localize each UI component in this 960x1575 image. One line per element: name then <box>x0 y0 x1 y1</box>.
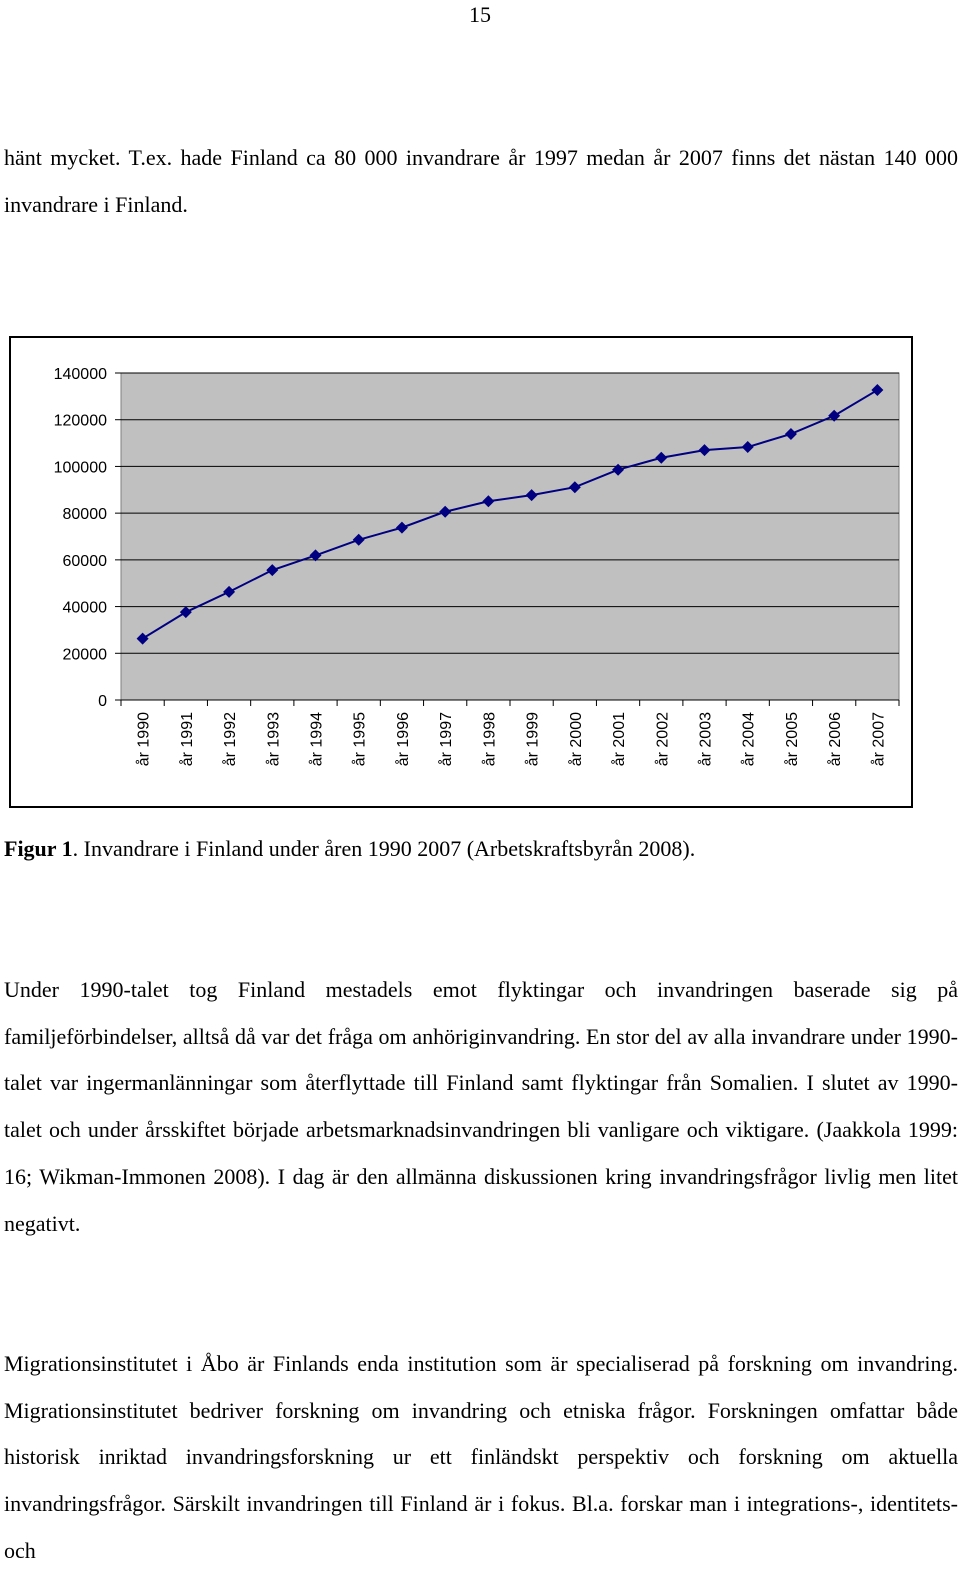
x-tick-label: år 1999 <box>524 712 542 767</box>
immigrants-line-chart <box>9 336 913 808</box>
y-tick-label: 140000 <box>53 366 107 383</box>
x-tick-label: år 2003 <box>697 712 715 767</box>
x-tick-label: år 1993 <box>265 712 283 767</box>
y-tick-label: 40000 <box>62 599 107 617</box>
x-tick-label: år 1990 <box>135 712 153 767</box>
page-number: 15 <box>469 2 491 27</box>
x-tick-label: år 2002 <box>654 712 672 767</box>
x-tick-label: år 1995 <box>351 712 369 767</box>
y-tick-label: 100000 <box>53 459 107 477</box>
x-tick-label: år 1992 <box>222 712 240 767</box>
x-tick-label: år 1996 <box>394 712 412 767</box>
x-tick-label: år 1991 <box>178 712 196 767</box>
x-tick-label: år 2005 <box>783 712 801 767</box>
x-tick-label: år 2000 <box>567 712 585 767</box>
x-tick-label: år 2006 <box>827 712 845 767</box>
figure-caption <box>4 834 695 864</box>
y-tick-label: 20000 <box>62 646 107 664</box>
body-paragraph-1: Under 1990-talet tog Finland mestadels emot flyktingar och invandringen baserade sig på familjeförbindelser, alltså då var det fråga om anhöriginvandring. En stor del av alla invandrare under 1990-talet var ingermanlänningar som återflyttade till Finland samt flyktingar från Somalien. I slutet av 1990-talet och under årsskiftet började arbetsmarknadsinvandringen bli vanligare och viktigare. (Jaakkola 1999: 16; Wikman-Immonen 2008). I dag är den allmänna diskussionen kring invandringsfrågor livlig men litet negativt. <box>4 977 958 1236</box>
y-tick-label: 80000 <box>62 506 107 524</box>
x-tick-label: år 2004 <box>740 712 758 767</box>
y-tick-label: 60000 <box>62 552 107 570</box>
y-tick-label: 0 <box>98 693 107 710</box>
y-tick-label: 120000 <box>53 412 107 430</box>
figure-caption-text: . Invandrare i Finland under åren 1990 2007 (Arbetskraftsbyrån 2008). <box>72 836 696 861</box>
x-tick-label: år 1998 <box>481 712 499 767</box>
figure-label: Figur 1 <box>4 836 73 861</box>
body-paragraph-2: Migrationsinstitutet i Åbo är Finlands enda institution som är specialiserad på forskning om invandring. Migrationsinstitutet bedriver forskning om invandring och etniska frågor. Forskningen omfattar både historisk inriktad invandringsforskning ur ett finländskt perspektiv och forskning om aktuella invandringsfrågor. Särskilt invandringen till Finland är i fokus. Bl.a. forskar man i integrations-, identitets- och <box>4 1351 958 1563</box>
x-tick-label: år 2001 <box>611 712 629 767</box>
intro-paragraph: hänt mycket. T.ex. hade Finland ca 80 000 invandrare år 1997 medan år 2007 finns det nästan 140 000 invandrare i Finland. <box>4 145 958 217</box>
x-tick-label: år 1994 <box>308 712 326 767</box>
x-tick-label: år 2007 <box>870 712 888 767</box>
chart-svg <box>11 338 911 806</box>
plot-area <box>121 373 899 700</box>
x-tick-label: år 1997 <box>438 712 456 767</box>
